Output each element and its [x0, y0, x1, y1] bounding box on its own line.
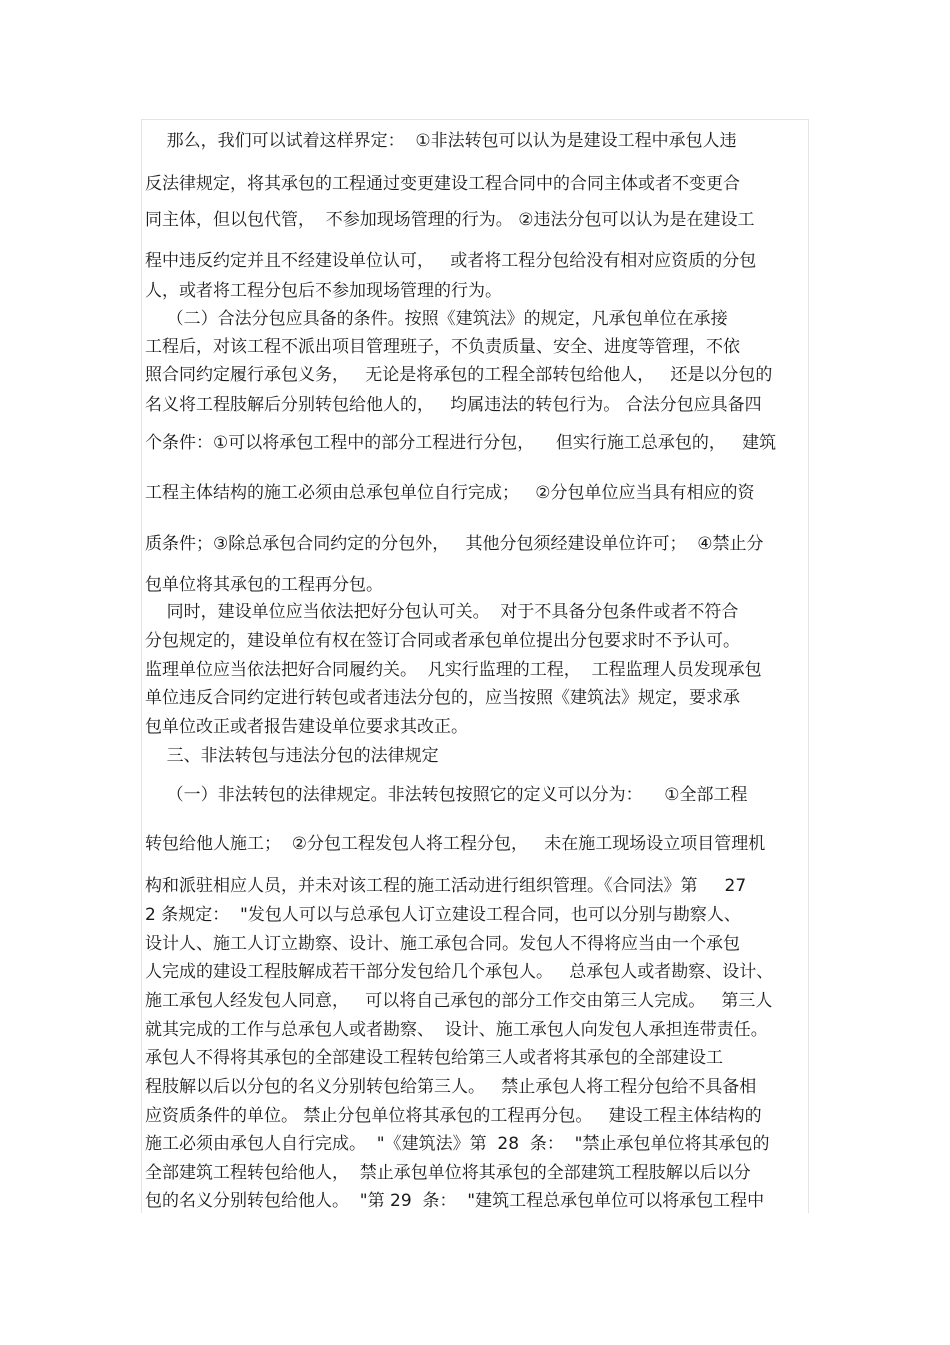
- text-line: 转包给他人施工； ②分包工程发包人将工程分包， 未在施工现场设立项目管理机: [145, 834, 766, 854]
- text-line: 人完成的建设工程肢解成若干部分发包给几个承包人。 总承包人或者勘察、设计、: [145, 962, 774, 982]
- text-line: 质条件；③除总承包合同约定的分包外， 其他分包须经建设单位许可； ④禁止分: [145, 534, 764, 554]
- text-line: 单位违反合同约定进行转包或者违法分包的，应当按照《建筑法》规定，要求承: [145, 688, 740, 708]
- text-line: （一）非法转包的法律规定。非法转包按照它的定义可以分为： ①全部工程: [145, 785, 748, 805]
- text-line: 分包规定的，建设单位有权在签订合同或者承包单位提出分包要求时不予认可。: [145, 631, 740, 651]
- text-line: 全部建筑工程转包给他人， 禁止承包单位将其承包的全部建筑工程肢解以后以分: [145, 1163, 751, 1183]
- text-line: 人，或者将工程分包后不参加现场管理的行为。: [145, 281, 502, 301]
- text-line: 承包人不得将其承包的全部建设工程转包给第三人或者将其承包的全部建设工: [145, 1048, 723, 1068]
- text-line: 设计人、施工人订立勘察、设计、施工承包合同。发包人不得将应当由一个承包: [145, 934, 740, 954]
- text-line: 监理单位应当依法把好合同履约关。 凡实行监理的工程， 工程监理人员发现承包: [145, 660, 762, 680]
- text-line: 照合同约定履行承包义务， 无论是将承包的工程全部转包给他人， 还是以分包的: [145, 365, 773, 385]
- text-line: 包单位改正或者报告建设单位要求其改正。: [145, 717, 468, 737]
- text-line: 施工必须由承包人自行完成。 "《建筑法》第 28 条： "禁止承包单位将其承包的: [145, 1134, 770, 1154]
- text-line: 程肢解以后以分包的名义分别转包给第三人。 禁止承包人将工程分包给不具备相: [145, 1077, 757, 1097]
- text-line: 工程后，对该工程不派出项目管理班子，不负责质量、安全、进度等管理，不依: [145, 337, 740, 357]
- text-line: 就其完成的工作与总承包人或者勘察、 设计、施工承包人向发包人承担连带责任。: [145, 1020, 768, 1040]
- text-line: 应资质条件的单位。 禁止分包单位将其承包的工程再分包。 建设工程主体结构的: [145, 1106, 762, 1126]
- text-line: 包的名义分别转包给他人。 "第 29 条： "建筑工程总承包单位可以将承包工程中: [145, 1191, 765, 1211]
- text-line: 个条件：①可以将承包工程中的部分工程进行分包， 但实行施工总承包的， 建筑: [145, 433, 777, 453]
- section-heading: 三、非法转包与违法分包的法律规定: [145, 746, 439, 766]
- text-line: 同时，建设单位应当依法把好分包认可关。 对于不具备分包条件或者不符合: [145, 602, 739, 622]
- text-line: 程中违反约定并且不经建设单位认可， 或者将工程分包给没有相对应资质的分包: [145, 251, 757, 271]
- text-line: 那么，我们可以试着这样界定： ①非法转包可以认为是建设工程中承包人违: [145, 131, 737, 151]
- text-line: 工程主体结构的施工必须由总承包单位自行完成； ②分包单位应当具有相应的资: [145, 483, 755, 503]
- text-line: 构和派驻相应人员，并未对该工程的施工活动进行组织管理。《合同法》第 27: [145, 876, 747, 896]
- text-line: 2 条规定： "发包人可以与总承包人订立建设工程合同，也可以分别与勘察人、: [145, 905, 741, 925]
- text-line: 名义将工程肢解后分别转包给他人的， 均属违法的转包行为。 合法分包应具备四: [145, 395, 762, 415]
- text-line: 施工承包人经发包人同意， 可以将自己承包的部分工作交由第三人完成。 第三人: [145, 991, 773, 1011]
- text-line: 反法律规定，将其承包的工程通过变更建设工程合同中的合同主体或者不变更合: [145, 174, 740, 194]
- text-line: 包单位将其承包的工程再分包。: [145, 575, 383, 595]
- text-line: 同主体，但以包代管， 不参加现场管理的行为。 ②违法分包可以认为是在建设工: [145, 210, 755, 230]
- text-line: （二）合法分包应具备的条件。按照《建筑法》的规定，凡承包单位在承接: [145, 309, 728, 329]
